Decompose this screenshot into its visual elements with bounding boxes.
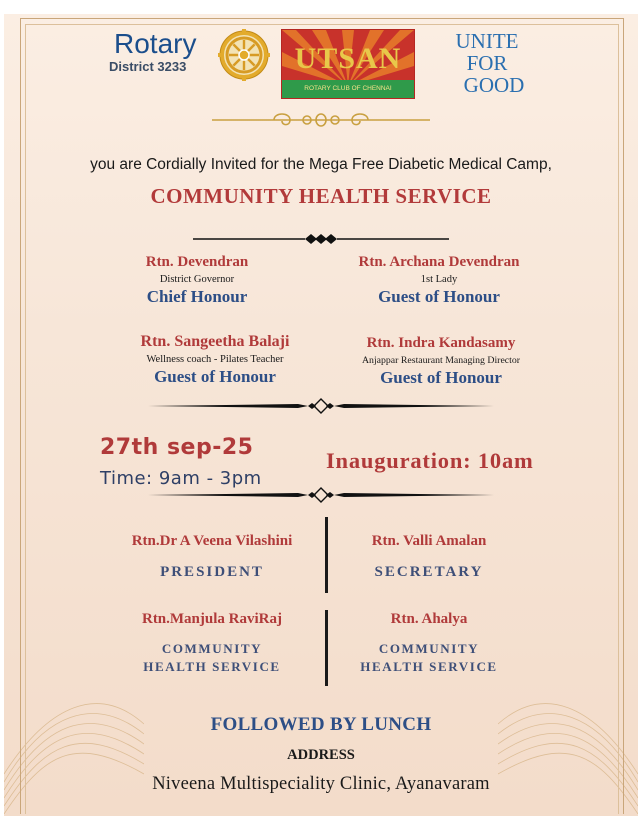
invitation-text: you are Cordially Invited for the Mega Free Diabetic Medical Camp, [90,156,552,173]
guest-role: District Governor [159,274,235,285]
officer-name: Rtn. Ahalya [390,611,468,627]
guest-honour: Chief Honour [146,287,248,306]
officer-title [304,640,554,676]
guest-card [72,254,322,307]
guest-role: Wellness coach - Pilates Teacher [146,354,284,365]
event-title: COMMUNITY HEALTH SERVICE [150,184,492,208]
officer-card [304,611,554,676]
officer-card [304,533,554,581]
lunch-note: FOLLOWED BY LUNCH [210,714,432,735]
event-time: Time: 9am - 3pm [100,468,262,489]
inauguration-time: Inauguration: 10am [326,448,534,473]
guest-honour: Guest of Honour [378,287,500,306]
rotary-wordmark: Rotary [114,28,197,59]
officer-title-line-1: COMMUNITY [378,641,480,656]
tagline-line-1: UNITE [455,29,519,53]
border-frame-inner [25,24,619,814]
guest-name: Rtn. Sangeetha Balaji [140,333,290,350]
officer-name: Rtn.Dr A Veena Vilashini [131,533,293,549]
club-logo-name: UTSAN [294,42,402,75]
guest-name: Rtn. Indra Kandasamy [366,335,516,351]
officer-title-line-1: COMMUNITY [161,641,263,656]
tagline-line-3: GOOD [463,73,525,97]
officer-title-line-2: HEALTH SERVICE [360,659,498,674]
officer-card [87,533,337,581]
diamond-divider-icon [148,398,494,414]
guest-role: Anjappar Restaurant Managing Director [361,355,521,366]
officer-title [87,640,337,676]
ornament-scroll-icon [212,110,430,130]
guest-card [314,254,564,307]
address-text: Niveena Multispeciality Clinic, Ayanavaram [152,774,490,794]
officer-card [87,611,337,676]
club-logo [281,29,415,99]
address-label: ADDRESS [287,747,355,763]
invitation-card [4,14,638,816]
guest-name: Rtn. Archana Devendran [358,254,520,270]
tagline [432,30,542,96]
rotary-wheel-icon [217,28,271,82]
guest-card [316,335,566,388]
officer-title: PRESIDENT [160,564,264,580]
diamond-divider-icon [193,232,449,246]
guest-honour: Guest of Honour [154,367,276,386]
officer-title-line-2: HEALTH SERVICE [143,659,281,674]
event-date: 27th sep-25 [100,435,254,460]
guest-honour: Guest of Honour [380,368,502,387]
tagline-line-2: FOR [466,51,508,75]
rotary-district: District 3233 [109,59,187,74]
club-logo-subtitle: ROTARY CLUB OF CHENNAI [304,85,392,92]
guest-name: Rtn. Devendran [145,254,249,270]
officer-title: SECRETARY [374,564,484,580]
officer-name: Rtn.Manjula RaviRaj [141,611,282,627]
guest-role: 1st Lady [420,274,458,285]
guest-card [90,333,340,387]
diamond-divider-icon [148,487,494,503]
officer-name: Rtn. Valli Amalan [371,533,487,549]
